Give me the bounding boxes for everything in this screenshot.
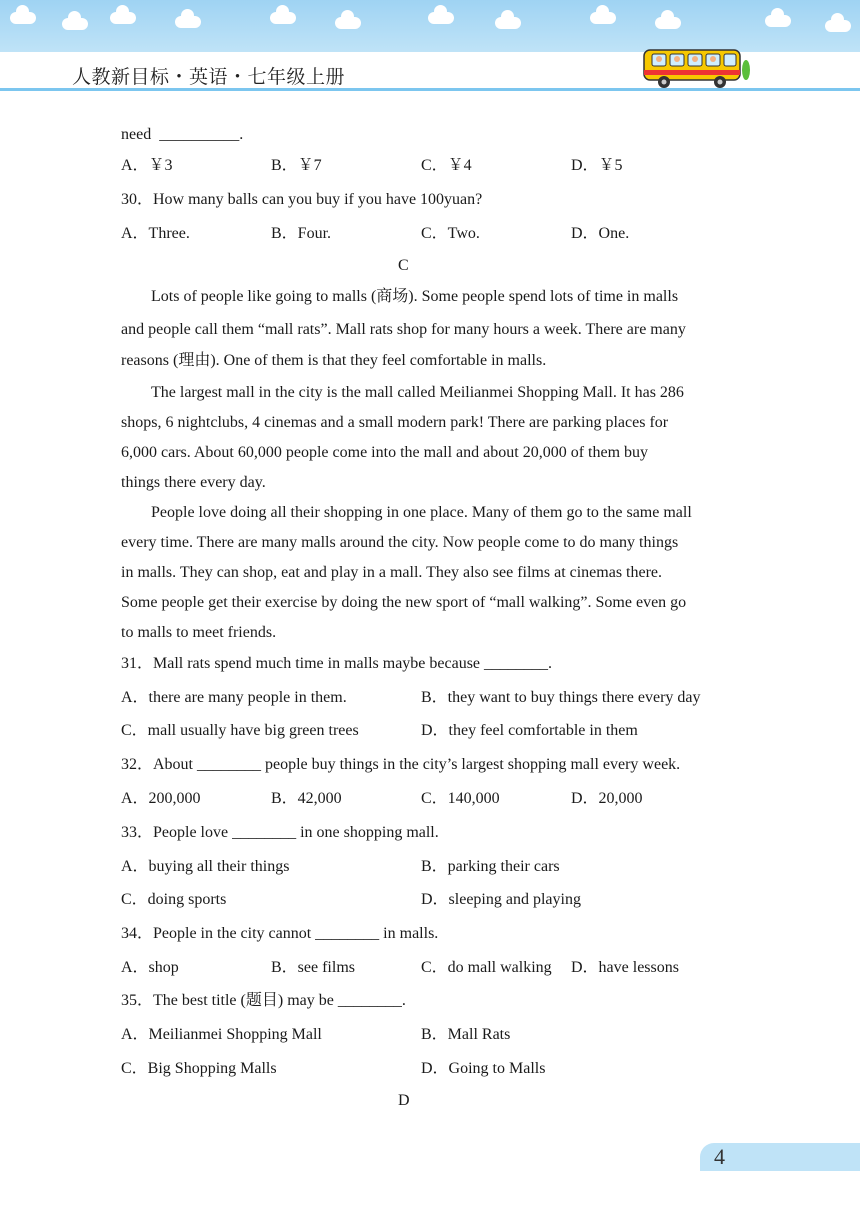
q33-option-b: B．parking their cars	[421, 858, 560, 875]
q34-option-a: A．shop	[121, 959, 179, 976]
page-number: 4	[714, 1144, 725, 1169]
question-32: 32．About ________ people buy things in the city’s largest shopping mall every week.	[121, 756, 681, 773]
q31-option-b: B．they want to buy things there every day	[421, 689, 701, 706]
q35-option-b: B．Mall Rats	[421, 1026, 511, 1043]
q32-option-d: D．20,000	[571, 790, 643, 807]
q34-option-c: C．do mall walking	[421, 959, 552, 976]
question-30: 30．How many balls can you buy if you have 100yuan?	[121, 191, 483, 208]
passage-line: The largest mall in the city is the mall called Meilianmei Shopping Mall. It has 286	[151, 384, 684, 401]
q35-option-c: C．Big Shopping Malls	[121, 1060, 277, 1077]
q30-option-b: B．Four.	[271, 225, 332, 242]
passage-line: People love doing all their shopping in one place. Many of them go to the same mall	[151, 504, 692, 521]
section-heading-c: C	[398, 257, 409, 274]
cloud-icon	[10, 12, 36, 24]
cloud-icon	[110, 12, 136, 24]
q33-option-a: A．buying all their things	[121, 858, 290, 875]
q29-option-d: D．￥5	[571, 157, 623, 174]
question-stem-end: need __________.	[121, 126, 244, 143]
passage-line: and people call them “mall rats”. Mall rats shop for many hours a week. There are many	[121, 321, 686, 338]
passage-line: Some people get their exercise by doing the new sport of “mall walking”. Some even go	[121, 594, 687, 611]
passage-line: 6,000 cars. About 60,000 people come into the mall and about 20,000 of them buy	[121, 444, 649, 461]
q32-option-b: B．42,000	[271, 790, 342, 807]
q32-option-c: C．140,000	[421, 790, 500, 807]
cloud-icon	[270, 12, 296, 24]
q31-option-c: C．mall usually have big green trees	[121, 722, 359, 739]
passage-line: every time. There are many malls around the city. Now people come to do many things	[121, 534, 679, 551]
book-title: 人教新目标・英语・七年级上册	[72, 66, 346, 88]
q34-option-d: D．have lessons	[571, 959, 679, 976]
page-header	[0, 0, 860, 92]
q29-option-c: C．￥4	[421, 157, 472, 174]
question-33: 33．People love ________ in one shopping mall.	[121, 824, 439, 841]
q31-option-a: A．there are many people in them.	[121, 689, 347, 706]
question-31: 31．Mall rats spend much time in malls maybe because ________.	[121, 655, 553, 672]
passage-line: to malls to meet friends.	[121, 624, 277, 641]
q35-option-a: A．Meilianmei Shopping Mall	[121, 1026, 322, 1043]
cloud-icon	[590, 12, 616, 24]
q30-option-a: A．Three.	[121, 225, 190, 242]
passage-line: reasons (理由). One of them is that they feel comfortable in malls.	[121, 352, 547, 369]
section-heading-d: D	[398, 1092, 410, 1109]
school-bus-icon	[642, 44, 750, 90]
cloud-icon	[62, 18, 88, 30]
cloud-icon	[765, 15, 791, 27]
q33-option-c: C．doing sports	[121, 891, 227, 908]
q32-option-a: A．200,000	[121, 790, 201, 807]
passage-line: shops, 6 nightclubs, 4 cinemas and a small modern park! There are parking places for	[121, 414, 669, 431]
q34-option-b: B．see films	[271, 959, 355, 976]
question-34: 34．People in the city cannot ________ in malls.	[121, 925, 439, 942]
cloud-icon	[655, 17, 681, 29]
cloud-icon	[428, 12, 454, 24]
q33-option-d: D．sleeping and playing	[421, 891, 581, 908]
passage-line: things there every day.	[121, 474, 266, 491]
question-35: 35．The best title (题目) may be ________.	[121, 992, 406, 1009]
q35-option-d: D．Going to Malls	[421, 1060, 546, 1077]
q30-option-c: C．Two.	[421, 225, 480, 242]
q30-option-d: D．One.	[571, 225, 630, 242]
q29-option-b: B．￥7	[271, 157, 322, 174]
cloud-icon	[335, 17, 361, 29]
q31-option-d: D．they feel comfortable in them	[421, 722, 638, 739]
cloud-icon	[175, 16, 201, 28]
cloud-icon	[495, 17, 521, 29]
cloud-icon	[825, 20, 851, 32]
q29-option-a: A．￥3	[121, 157, 173, 174]
passage-line: in malls. They can shop, eat and play in a mall. They also see films at cinemas there.	[121, 564, 663, 581]
passage-line: Lots of people like going to malls (商场). Some people spend lots of time in malls	[151, 288, 679, 305]
